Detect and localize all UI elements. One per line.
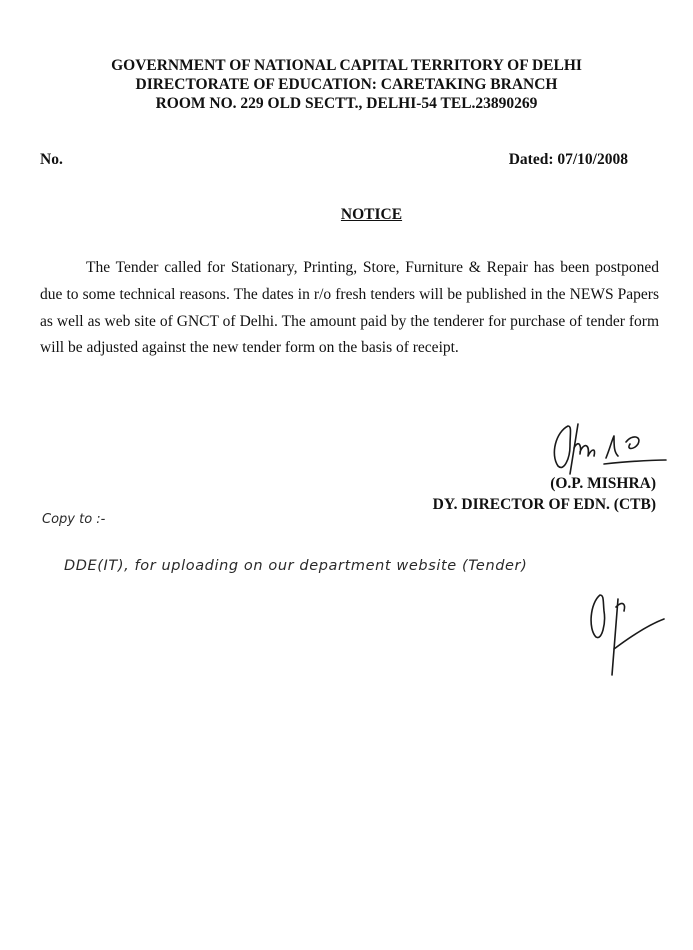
reference-number: No. [40, 151, 63, 168]
letterhead-address: ROOM NO. 229 OLD SECTT., DELHI-54 TEL.23890269 [155, 95, 538, 112]
handwritten-signature [548, 418, 668, 480]
notice-title: NOTICE [340, 206, 403, 223]
handwritten-copy-to: Copy to :- [42, 512, 106, 527]
handwritten-initials [586, 585, 666, 685]
letterhead-directorate: DIRECTORATE OF EDUCATION: CARETAKING BRANCH [135, 76, 558, 93]
notice-date: Dated: 07/10/2008 [508, 151, 628, 168]
notice-body: The Tender called for Stationary, Printing, Store, Furniture & Repair has been postponed due to some technical reasons. The dates in r/o fresh tenders will be published in the NEWS Papers as well as web site of GNCT of Delhi. The amount paid by the tenderer for purchase of tender form will be adjusted against the new tender form on the basis of receipt. [40, 259, 659, 357]
letterhead-government: GOVERNMENT OF NATIONAL CAPITAL TERRITORY OF DELHI [111, 57, 582, 74]
handwritten-copy-note: DDE(IT), for uploading on our department website (Tender) [64, 558, 528, 574]
letterhead [0, 56, 693, 113]
signatory-designation: DY. DIRECTOR OF EDN. (CTB) [432, 496, 656, 513]
signatory-name: (O.P. MISHRA) [550, 475, 656, 492]
